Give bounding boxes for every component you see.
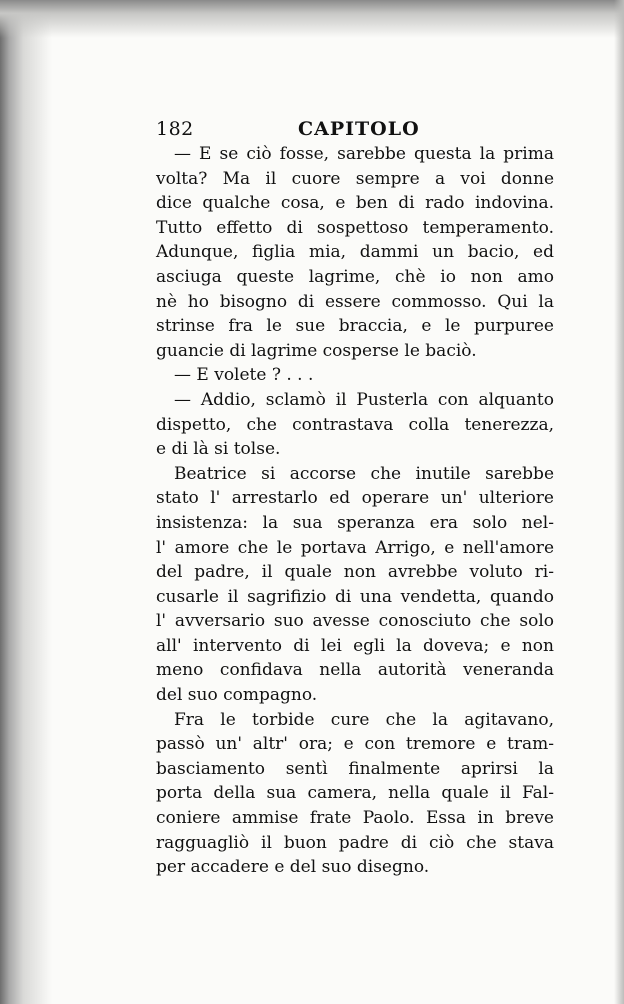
text-line: Tutto effetto di sospettoso temperamento. xyxy=(156,217,554,238)
text-line: nè ho bisogno di essere commosso. Qui la xyxy=(156,291,554,312)
text-line: l' avversario suo avesse conosciuto che solo xyxy=(156,611,554,632)
body-text xyxy=(156,142,554,880)
text-line: Beatrice si accorse che inutile sarebbe xyxy=(174,463,554,484)
text-line: dice qualche cosa, e ben di rado indovina. xyxy=(156,193,554,214)
text-line: passò un' altr' ora; e con tremore e tram- xyxy=(156,734,554,755)
page-edge-shadow-right xyxy=(614,0,624,1004)
text-line: ragguagliò il buon padre di ciò che stava xyxy=(156,832,554,853)
text-line: all' intervento di lei egli la doveva; e non xyxy=(156,635,554,656)
text-line: stato l' arrestarlo ed operare un' ulteriore xyxy=(156,488,554,509)
text-line: volta? Ma il cuore sempre a voi donne xyxy=(156,168,554,189)
page-edge-shadow-left xyxy=(0,0,52,1004)
text-line: del padre, il quale non avrebbe voluto ri- xyxy=(156,562,554,583)
page-number: 182 xyxy=(156,118,194,140)
text-line: asciuga queste lagrime, chè io non amo xyxy=(156,266,554,287)
text-line: strinse fra le sue braccia, e le purpuree xyxy=(156,316,554,337)
page-header xyxy=(156,118,556,144)
running-head: CAPITOLO xyxy=(298,118,420,140)
text-line: — Addio, sclamò il Pusterla con alquanto xyxy=(174,389,554,410)
text-line: e di là si tolse. xyxy=(156,439,281,460)
text-line: — E se ciò fosse, sarebbe questa la prima xyxy=(174,144,554,164)
text-line: dispetto, che contrastava colla tenerezza, xyxy=(156,414,554,435)
text-line: basciamento sentì finalmente aprirsi la xyxy=(156,758,554,779)
text-line: insistenza: la sua speranza era solo nel- xyxy=(156,512,554,533)
text-line: per accadere e del suo disegno. xyxy=(156,857,430,878)
text-line: del suo compagno. xyxy=(156,685,318,706)
text-line: — E volete ? . . . xyxy=(174,365,314,386)
text-line: cusarle il sagrifizio di una vendetta, quando xyxy=(156,586,554,607)
text-line: meno confidava nella autorità veneranda xyxy=(156,660,554,681)
text-line: l' amore che le portava Arrigo, e nell'amore xyxy=(156,537,554,558)
text-line: Adunque, figlia mia, dammi un bacio, ed xyxy=(156,242,554,263)
text-line: porta della sua camera, nella quale il Fal- xyxy=(156,783,554,804)
text-line: guancie di lagrime cosperse le baciò. xyxy=(156,340,477,361)
page-edge-shadow-top xyxy=(0,0,624,38)
text-line: coniere ammise frate Paolo. Essa in breve xyxy=(156,808,554,829)
text-line: Fra le torbide cure che la agitavano, xyxy=(174,709,554,730)
